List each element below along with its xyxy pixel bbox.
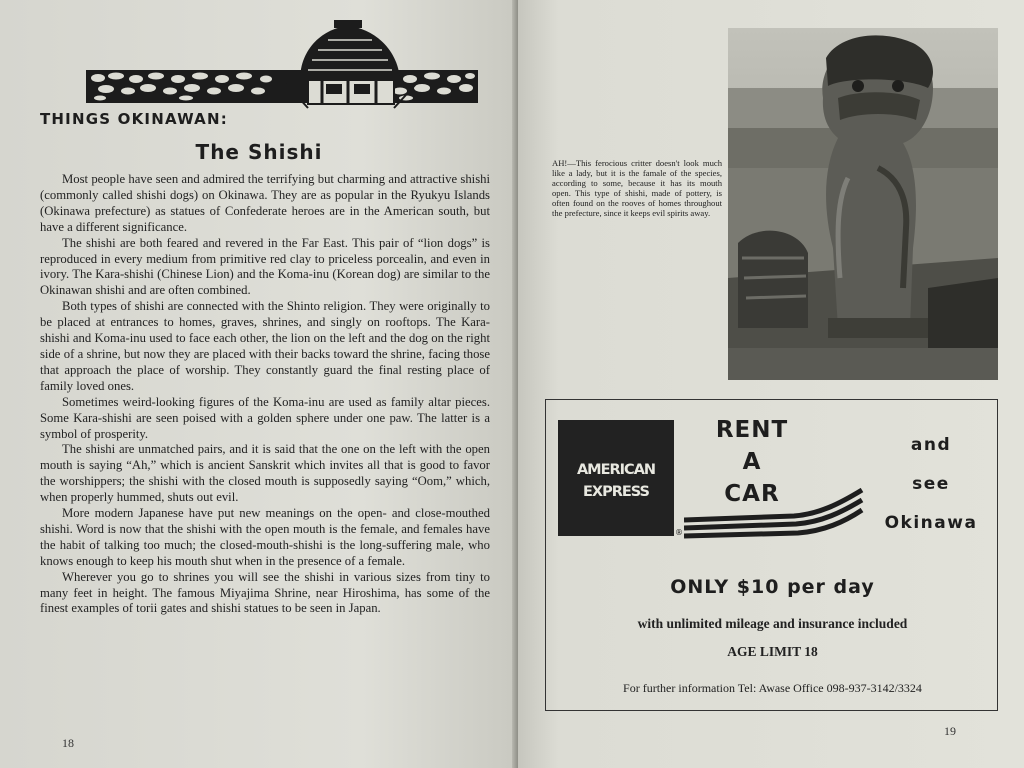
page-number-left: 18 xyxy=(62,736,74,750)
and-see-okinawa xyxy=(868,426,994,543)
price-line: ONLY $10 per day xyxy=(670,576,875,598)
amex-logo-line2: EXPRESS xyxy=(582,484,650,500)
registered-mark: ® xyxy=(675,528,683,537)
age-limit: AGE LIMIT 18 xyxy=(727,644,818,659)
paragraph: Wherever you go to shrines you will see the shishi in various sizes from tiny to many feet in height. The famous Miyajima Shrine, near Hiroshima, has some of the finest examples of torii gates and shishi statues to be seen in Japan. xyxy=(40,569,490,616)
road-stripes-graphic xyxy=(684,482,864,542)
article-body xyxy=(40,172,490,617)
contact-info: For further information Tel: Awase Office 098-937-3142/3324 xyxy=(623,681,922,695)
rent-line: A xyxy=(742,449,762,475)
section-kicker: THINGS OKINAWAN: xyxy=(40,110,228,128)
paragraph: Sometimes weird-looking figures of the Koma-inu are used as family altar pieces. Some Kara-shishi are seen poised with a golden sphere under one paw. The latter is a symbol of prosperity. xyxy=(40,394,490,441)
paragraph: The shishi are both feared and revered in the Far East. This pair of “lion dogs” is reproduced in every medium from primitive red clay to priceless porcealin, and even in ivory. The Kara-shishi (Chinese Lion) and the Koma-inu (Korean dog) are similar to the Okinawan shishi and are often combined. xyxy=(40,235,490,298)
rent-a-car-advertisement xyxy=(545,399,998,711)
paragraph: Most people have seen and admired the terrifying but charming and attractive shishi (commonly called shishi dogs) on Okinawa. They are as popular in the Ryukyu Islands (Okinawa prefecture) as statues of Confederate heroes are in the American south, but have a different significance. xyxy=(40,172,490,234)
thatched-hut-illustration xyxy=(86,18,478,110)
american-express-logo xyxy=(558,420,674,536)
see-line: and xyxy=(910,435,952,455)
amex-logo-line1: AMERICAN xyxy=(576,462,656,478)
see-line: see xyxy=(912,474,950,494)
paragraph: The shishi are unmatched pairs, and it is said that the one on the left with the open mouth is saying “Ah,” which is ancient Sanskrit which invites all that is good to favor the worshippers; the shishi with the closed mouth is supposedly saying “Oom,” which, when properly hummed, shuts out evil. xyxy=(40,442,490,505)
paragraph: Both types of shishi are connected with the Shinto religion. They were originally to be placed at entrances to homes, graves, shrines, and singly on rooftops. The Kara-shishi and Koma-inu used to face each other, the lion on the left and the dog on the right side of a shrine, but now they are placed with their backs toward the shrine, facing those that approach the place of worship. They constantly guard the final resting place of family loved ones. xyxy=(40,299,490,393)
rent-line: RENT xyxy=(715,417,789,443)
mileage-line: with unlimited mileage and insurance included xyxy=(637,616,908,631)
rent-line: CAR xyxy=(724,481,780,507)
see-line: Okinawa xyxy=(884,513,978,533)
article-title: The Shishi xyxy=(195,140,323,164)
shishi-statue-photo xyxy=(728,28,998,380)
photo-caption: AH!—This ferocious critter doesn't look much like a lady, but it is the famale of the species, according to some, because it has its mouth open. This type of shishi, made of pottery, is often found on the rooves of homes throughout the prefecture, since it keeps evil spirits away. xyxy=(552,158,722,218)
paragraph: More modern Japanese have put new meanings on the open- and close-mouthed shishi. Word is now that the shishi with the open mouth is the female, and females have the habit of talking too much; the closed-mouth-shishi is the long-suffering male, who knows enough to keep his mouth shut when in the presence of a female. xyxy=(40,506,490,568)
stone-wall-illustration xyxy=(86,70,478,103)
page-number-right: 19 xyxy=(944,724,956,738)
